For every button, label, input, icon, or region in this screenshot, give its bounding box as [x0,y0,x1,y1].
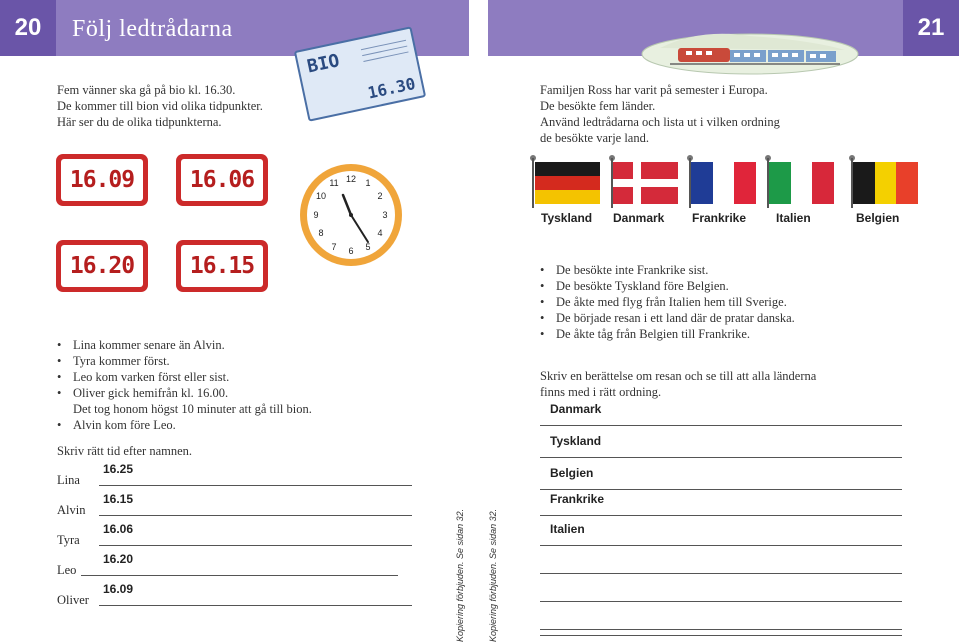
intro-line: Fem vänner ska gå på bio kl. 16.30. [57,83,236,97]
clock-time: 16.06 [181,159,263,201]
clock-numeral: 5 [365,242,371,252]
digital-clock [176,154,268,206]
clock-numeral: 8 [318,228,324,238]
clock-numeral: 6 [348,246,354,256]
clock-numeral: 2 [377,191,383,201]
flag-pole [532,158,534,208]
right-intro [540,82,780,146]
clue: Det tog honom högst 10 minuter att gå till bion. [73,402,312,416]
country-label: Belgien [856,211,900,225]
answer-name: Leo [57,563,77,577]
clock-numeral: 10 [315,191,327,201]
answer-name: Oliver [57,593,89,607]
story-line [540,520,902,548]
clue: • De besökte inte Frankrike sist. [540,262,920,278]
page-title: Följ ledtrådarna [72,16,233,42]
clue: • De åkte tåg från Belgien till Frankrike. [540,326,920,342]
story-answer[interactable]: Italien [550,522,585,536]
answer-time[interactable]: 16.25 [103,462,134,476]
clue: • Alvin kom före Leo. [57,417,377,433]
clue: • De besökte Tyskland före Belgien. [540,278,920,294]
left-page-number: 20 [0,0,56,56]
intro-line: De kommer till bion vid olika tidpunkter. [57,99,263,113]
clue: • Leo kom varken först eller sist. [57,369,377,385]
clue: • Lina kommer senare än Alvin. [57,337,377,353]
answer-name: Lina [57,473,80,487]
writing-line [540,635,902,636]
intro-line: De besökte fem länder. [540,99,656,113]
story-line [540,608,902,636]
answer-line [99,515,412,516]
ticket-lines [361,40,406,51]
story-answer[interactable]: Tyskland [550,434,602,448]
right-copyright: Kopiering förbjuden. Se sidan 32. [488,508,498,642]
intro-line: Använd ledtrådarna och lista ut i vilken ordning [540,115,780,129]
answer-time[interactable]: 16.20 [103,552,134,566]
clock-time: 16.09 [61,159,143,201]
answer-time[interactable]: 16.09 [103,582,134,596]
clock-numeral: 7 [331,242,337,252]
clue: • De åkte med flyg från Italien hem till Sverige. [540,294,920,310]
clock-numeral: 9 [313,210,319,220]
answer-line [99,485,412,486]
answer-name: Tyra [57,533,80,547]
left-clue-list [57,337,377,433]
italy-flag [769,162,834,204]
france-flag [691,162,756,204]
story-line [540,400,902,428]
writing-line [540,573,902,574]
answer-name: Alvin [57,503,86,517]
story-line [540,490,902,518]
right-clue-list [540,262,920,342]
instruction-line: finns med i rätt ordning. [540,385,662,399]
clue: • De började resan i ett land där de pratar danska. [540,310,920,326]
right-page-number: 21 [903,0,959,56]
left-copyright: Kopiering förbjuden. Se sidan 32. [455,508,465,642]
digital-clock [56,240,148,292]
clock-time: 16.20 [61,245,143,287]
answer-line [99,605,412,606]
story-answer[interactable]: Frankrike [550,492,605,506]
story-answer[interactable]: Danmark [550,402,602,416]
denmark-flag [613,162,678,204]
left-intro [57,82,263,130]
belgium-flag [853,162,918,204]
answer-line [81,575,398,576]
analog-clock [298,162,404,268]
writing-line [540,457,902,458]
story-answer[interactable]: Belgien [550,466,594,480]
answer-row [57,462,417,490]
clock-numeral: 3 [382,210,388,220]
story-line [540,548,902,576]
writing-line [540,515,902,516]
clock-time: 16.15 [181,245,263,287]
country-label: Tyskland [541,211,593,225]
country-label: Italien [776,211,811,225]
intro-line: Här ser du de olika tidpunkterna. [57,115,222,129]
country-label: Danmark [613,211,665,225]
train-illustration [640,18,860,80]
clock-numeral: 12 [345,174,357,184]
instruction-line: Skriv en berättelse om resan och se till att alla länderna [540,369,817,383]
clock-numeral: 1 [365,178,371,188]
writing-line [540,601,902,602]
answer-time[interactable]: 16.06 [103,522,134,536]
clock-numeral: 11 [329,178,339,188]
germany-flag [535,162,600,204]
intro-line: Familjen Ross har varit på semester i Europa. [540,83,768,97]
answer-row [57,582,417,610]
clue: • Tyra kommer först. [57,353,377,369]
answer-time[interactable]: 16.15 [103,492,134,506]
story-line [540,576,902,604]
story-line [540,432,902,460]
writing-line [540,425,902,426]
answer-row [57,492,417,520]
ticket-time: 16.30 [366,73,418,103]
digital-clock [176,240,268,292]
clock-numeral: 4 [377,228,383,238]
right-instruction [540,368,816,400]
answer-line [99,545,412,546]
intro-line: de besökte varje land. [540,131,649,145]
story-line [540,464,902,492]
writing-line [540,545,902,546]
left-instruction: Skriv rätt tid efter namnen. [57,444,193,458]
country-label: Frankrike [692,211,747,225]
answer-row [57,552,403,580]
ticket-text: BIO [305,50,342,78]
digital-clock [56,154,148,206]
clue: • Oliver gick hemifrån kl. 16.00. [57,385,377,401]
answer-row [57,522,417,550]
